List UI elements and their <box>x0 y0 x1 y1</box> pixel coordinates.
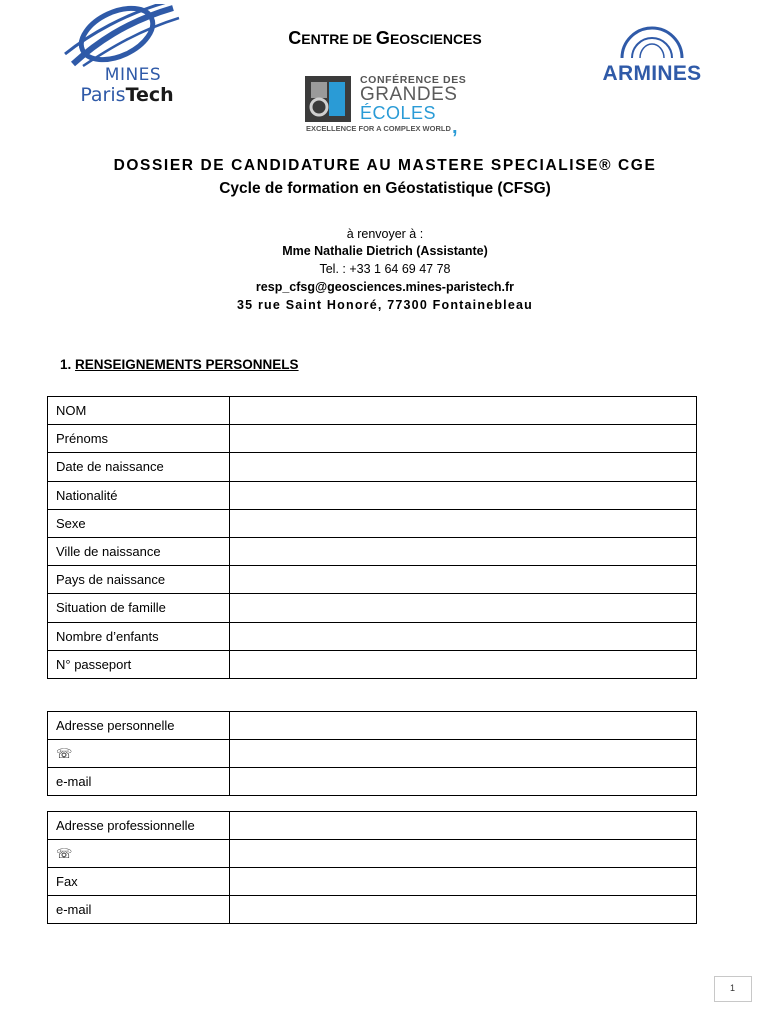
cge-comma-icon: , <box>452 116 458 138</box>
form-row <box>48 594 697 622</box>
page-number: 1 <box>714 976 752 1002</box>
paristech-logo-text: ParisTech <box>80 84 174 106</box>
document-subtitle: Cycle de formation en Géostatistique (CFSG) <box>219 180 551 197</box>
armines-logo <box>594 22 710 92</box>
address-email[interactable]: resp_cfsg@geosciences.mines-paristech.fr <box>255 280 515 294</box>
field-label: Pays de naissance <box>48 566 230 594</box>
field-label: Sexe <box>48 509 230 537</box>
centre-title: CENTRE DE GEOSCIENCES <box>288 28 482 48</box>
form-row <box>48 768 697 796</box>
field-value-cell[interactable] <box>230 397 697 425</box>
field-label: Situation de famille <box>48 594 230 622</box>
field-value-cell[interactable] <box>230 712 697 740</box>
personal-contact-table <box>47 711 697 796</box>
mines-paristech-logo <box>55 4 185 108</box>
field-value-cell[interactable] <box>230 481 697 509</box>
address-intro: à renvoyer à : <box>346 227 424 241</box>
address-name: Mme Nathalie Dietrich (Assistante) <box>282 244 488 258</box>
field-label: e-mail <box>48 896 230 924</box>
field-label: Nationalité <box>48 481 230 509</box>
field-label: NOM <box>48 397 230 425</box>
armines-logo-text: ARMINES <box>602 62 702 85</box>
field-label: N° passeport <box>48 650 230 678</box>
field-label: Adresse professionnelle <box>48 812 230 840</box>
form-row <box>48 509 697 537</box>
field-value-cell[interactable] <box>230 425 697 453</box>
phone-icon: ☏ <box>48 840 230 868</box>
cge-line3: ÉCOLES <box>360 103 437 123</box>
field-label: Fax <box>48 868 230 896</box>
form-row <box>48 453 697 481</box>
field-value-cell[interactable] <box>230 896 697 924</box>
form-row <box>48 712 697 740</box>
field-label: Ville de naissance <box>48 537 230 565</box>
form-row <box>48 481 697 509</box>
cge-emblem-icon <box>305 76 351 122</box>
field-label: Prénoms <box>48 425 230 453</box>
form-row <box>48 896 697 924</box>
cge-tagline: EXCELLENCE FOR A COMPLEX WORLD <box>306 124 451 133</box>
document-title: DOSSIER DE CANDIDATURE AU MASTERE SPECIALISE® CGE <box>113 157 657 174</box>
form-row <box>48 566 697 594</box>
field-value-cell[interactable] <box>230 509 697 537</box>
form-row <box>48 425 697 453</box>
mines-logo-text: MINES <box>104 65 162 85</box>
field-value-cell[interactable] <box>230 812 697 840</box>
address-tel: Tel. : +33 1 64 69 47 78 <box>319 262 451 276</box>
field-label: Nombre d’enfants <box>48 622 230 650</box>
form-row <box>48 397 697 425</box>
mines-emblem-icon <box>55 4 185 74</box>
cge-line1: CONFÉRENCE DES <box>360 74 467 86</box>
field-value-cell[interactable] <box>230 840 697 868</box>
form-row <box>48 537 697 565</box>
personal-info-table <box>47 396 697 679</box>
armines-arc-icon <box>616 22 688 62</box>
field-value-cell[interactable] <box>230 566 697 594</box>
form-row <box>48 740 697 768</box>
field-value-cell[interactable] <box>230 740 697 768</box>
form-row <box>48 868 697 896</box>
phone-icon: ☏ <box>48 740 230 768</box>
field-label: Date de naissance <box>48 453 230 481</box>
section-heading: 1. RENSEIGNEMENTS PERSONNELS <box>60 357 299 372</box>
form-row <box>48 622 697 650</box>
form-row <box>48 812 697 840</box>
field-value-cell[interactable] <box>230 768 697 796</box>
field-value-cell[interactable] <box>230 868 697 896</box>
form-row <box>48 650 697 678</box>
field-value-cell[interactable] <box>230 622 697 650</box>
cge-line2: GRANDES <box>360 84 458 105</box>
field-value-cell[interactable] <box>230 594 697 622</box>
form-row <box>48 840 697 868</box>
address-street: 35 rue Saint Honoré, 77300 Fontainebleau <box>237 298 533 312</box>
field-label: e-mail <box>48 768 230 796</box>
field-value-cell[interactable] <box>230 453 697 481</box>
field-value-cell[interactable] <box>230 537 697 565</box>
cge-logo <box>304 72 474 136</box>
field-label: Adresse personnelle <box>48 712 230 740</box>
field-value-cell[interactable] <box>230 650 697 678</box>
professional-contact-table <box>47 811 697 924</box>
